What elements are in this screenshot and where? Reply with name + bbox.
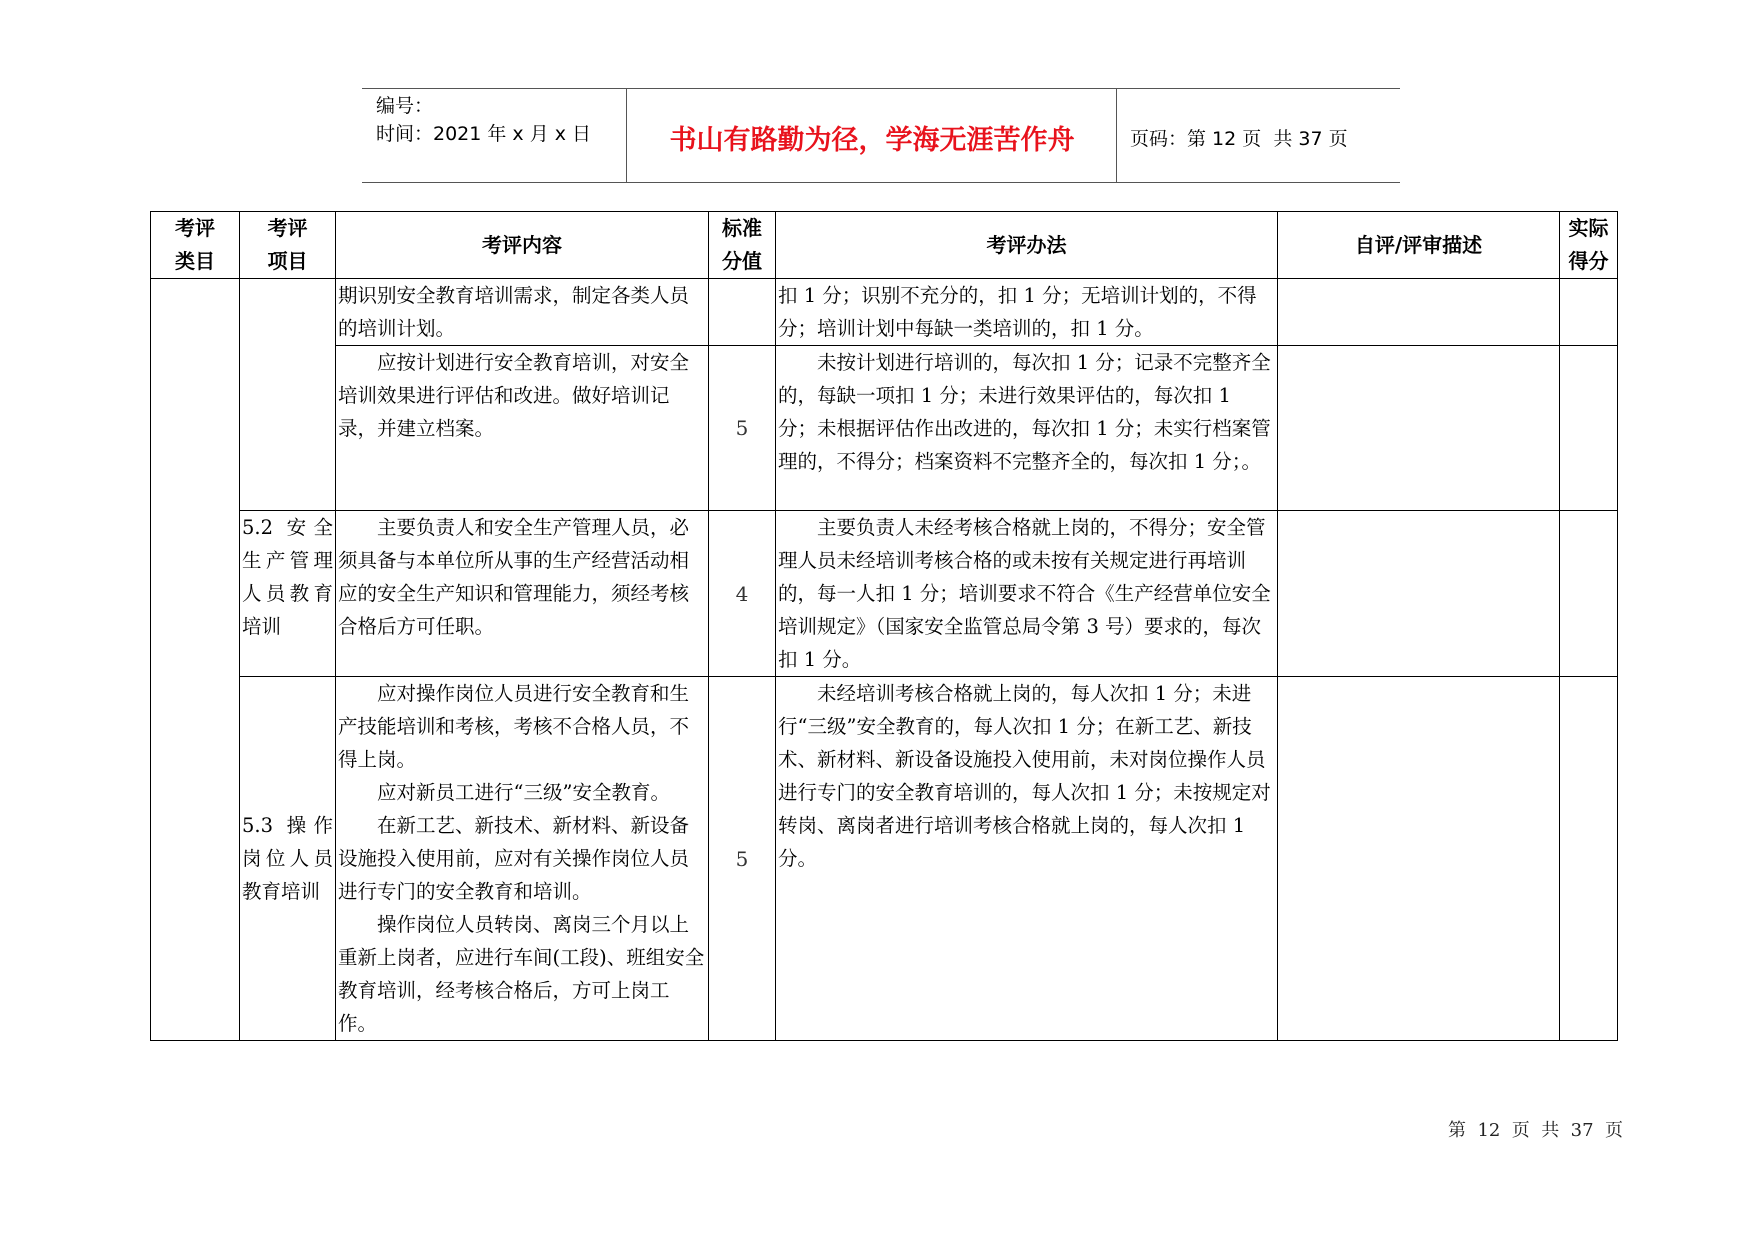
header-divider [626, 88, 627, 182]
description-cell[interactable] [1278, 346, 1560, 511]
table-row [151, 677, 1618, 1041]
method-paragraph: 未经培训考核合格就上岗的，每人次扣 1 分；未进行“三级”安全教育的，每人次扣 1 分；在新工艺、新技术、新材料、新设备设施投入使用前，未对岗位操作人员进行专门的安全教育培训的，每人次扣 1 分；未按规定对转岗、离岗者进行培训考核合格就上岗的，每人次扣 1 分。 [778, 682, 1271, 870]
content-cell [336, 279, 709, 346]
actual-score-cell[interactable] [1560, 677, 1618, 1041]
actual-score-cell[interactable] [1560, 346, 1618, 511]
actual-score-cell[interactable] [1560, 279, 1618, 346]
content-paragraph: 期识别安全教育培训需求，制定各类人员的培训计划。 [338, 284, 690, 340]
col-header-item: 考评 项目 [240, 212, 336, 279]
method-paragraph: 扣 1 分；识别不充分的，扣 1 分；无培训计划的，不得分；培训计划中每缺一类培训的，扣 1 分。 [778, 284, 1257, 340]
content-cell [336, 511, 709, 677]
col-header-content: 考评内容 [336, 212, 709, 279]
header-top-rule [362, 88, 1400, 89]
item-label: 5.3 操作岗位人员教育培训 [242, 814, 333, 903]
item-cell [240, 511, 336, 677]
table-row [151, 511, 1618, 677]
header-motto [628, 92, 1116, 182]
description-cell[interactable] [1278, 279, 1560, 346]
content-paragraph: 主要负责人和安全生产管理人员，必须具备与本单位所从事的生产经营活动相应的安全生产知识和管理能力，须经考核合格后方可任职。 [338, 516, 690, 638]
header-bottom-rule [362, 182, 1400, 183]
method-cell [776, 279, 1278, 346]
item-label: 5.2 安全生产管理人员教育培训 [242, 516, 333, 638]
content-paragraph: 应对操作岗位人员进行安全教育和生产技能培训和考核，考核不合格人员，不得上岗。 [338, 682, 690, 771]
description-cell[interactable] [1278, 511, 1560, 677]
item-cell [240, 279, 336, 511]
col-header-actual-score: 实际 得分 [1560, 212, 1618, 279]
content-paragraph: 操作岗位人员转岗、离岗三个月以上重新上岗者，应进行车间(工段)、班组安全教育培训，经考核合格后，方可上岗工作。 [338, 913, 705, 1035]
method-paragraph: 未按计划进行培训的，每次扣 1 分；记录不完整齐全的，每缺一项扣 1 分；未进行效果评估的，每次扣 1 分；未根据评估作出改进的，每次扣 1 分；未实行档案管理的，不得分；档案资料不完整齐全的，每次扣 1 分；。 [778, 351, 1271, 473]
item-cell [240, 677, 336, 1041]
method-cell [776, 677, 1278, 1041]
method-cell [776, 511, 1278, 677]
document-time: 时间：2021 年 x 月 x 日 [376, 123, 592, 145]
motto-text: 书山有路勤为径，学海无涯苦作舟 [669, 124, 1075, 156]
table-header-row [151, 212, 1618, 279]
score-cell: 5 [709, 677, 776, 1041]
table-row [151, 346, 1618, 511]
actual-score-cell[interactable] [1560, 511, 1618, 677]
table-row [151, 279, 1618, 346]
header-meta [376, 92, 591, 148]
content-paragraph: 应对新员工进行“三级”安全教育。 [377, 781, 670, 804]
score-cell [709, 279, 776, 346]
content-paragraph: 在新工艺、新技术、新材料、新设备设施投入使用前，应对有关操作岗位人员进行专门的安全教育和培训。 [338, 814, 690, 903]
evaluation-table [150, 211, 1618, 1041]
method-paragraph: 主要负责人未经考核合格就上岗的，不得分；安全管理人员未经培训考核合格的或未按有关规定进行再培训的，每一人扣 1 分；培训要求不符合《生产经营单位安全培训规定》（国家安全监管总局令第 3 号）要求的，每次扣 1 分。 [778, 516, 1271, 671]
score-cell: 4 [709, 511, 776, 677]
content-cell [336, 677, 709, 1041]
page-footer: 第 12 页 共 37 页 [1448, 1120, 1624, 1141]
category-cell [151, 279, 240, 1041]
method-cell [776, 346, 1278, 511]
document-number-label: 编号： [376, 95, 434, 117]
content-cell [336, 346, 709, 511]
content-paragraph: 应按计划进行安全教育培训，对安全培训效果进行评估和改进。做好培训记录，并建立档案。 [338, 351, 690, 440]
col-header-method: 考评办法 [776, 212, 1278, 279]
header-divider [1116, 88, 1117, 182]
col-header-description: 自评/评审描述 [1278, 212, 1560, 279]
header-page-info: 页码：第 12 页 共 37 页 [1130, 127, 1348, 150]
col-header-score: 标准 分值 [709, 212, 776, 279]
description-cell[interactable] [1278, 677, 1560, 1041]
score-cell: 5 [709, 346, 776, 511]
col-header-category: 考评 类目 [151, 212, 240, 279]
